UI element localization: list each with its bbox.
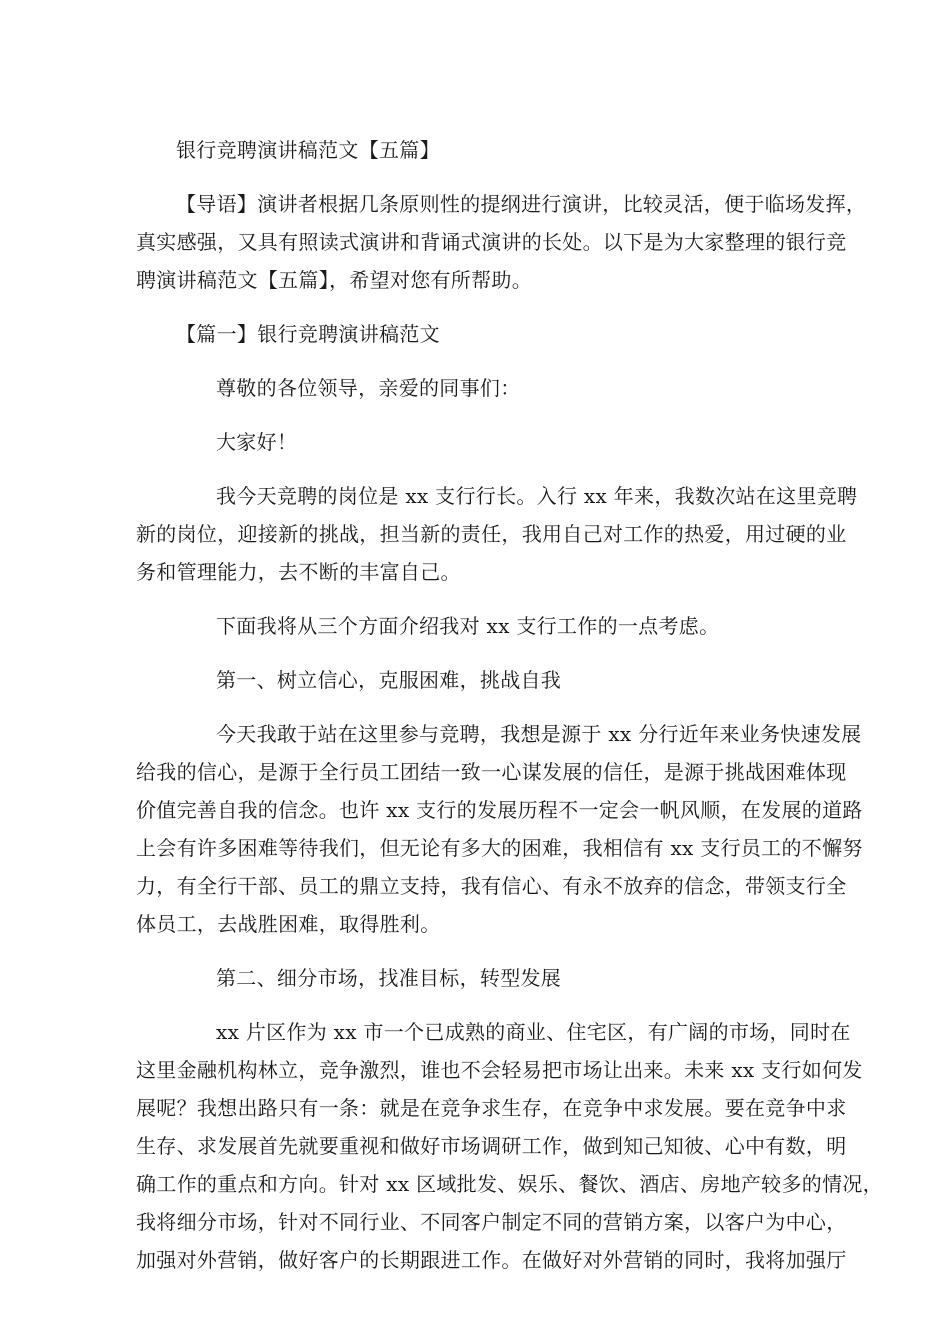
paragraph-line: 上会有许多困难等待我们，但无论有多大的困难，我相信有 xx 支行员工的不懈努	[136, 836, 863, 860]
paragraph-line: 给我的信心，是源于全行员工团结一致一心谋发展的信任，是源于挑战困难体现	[136, 760, 847, 784]
greeting: 大家好！	[216, 430, 298, 454]
section-heading: 【篇一】银行竞聘演讲稿范文	[176, 322, 440, 346]
intro-line: 聘演讲稿范文【五篇】，希望对您有所帮助。	[136, 268, 532, 292]
paragraph-line: 展呢？我想出路只有一条：就是在竞争求生存，在竞争中求发展。要在竞争中求	[136, 1096, 847, 1120]
point-2-heading: 第二、细分市场，找准目标，转型发展	[216, 966, 562, 990]
paragraph-line: 加强对外营销，做好客户的长期跟进工作。在做好对外营销的同时，我将加强厅	[136, 1248, 847, 1272]
paragraph-line: 我今天竞聘的岗位是 xx 支行行长。入行 xx 年来，我数次站在这里竞聘	[216, 484, 858, 508]
intro-line: 真实感强，又具有照读式演讲和背诵式演讲的长处。以下是为大家整理的银行竞	[136, 230, 847, 254]
paragraph-line: 务和管理能力，去不断的丰富自己。	[136, 560, 461, 584]
point-1-heading: 第一、树立信心，克服困难，挑战自我	[216, 668, 562, 692]
intro-line: 【导语】演讲者根据几条原则性的提纲进行演讲，比较灵活，便于临场发挥，	[176, 192, 867, 216]
paragraph-line: 今天我敢于站在这里参与竞聘，我想是源于 xx 分行近年来业务快速发展	[216, 722, 862, 746]
paragraph-line: 确工作的重点和方向。针对 xx 区域批发、娱乐、餐饮、酒店、房地产较多的情况，	[136, 1172, 883, 1196]
paragraph-2: 下面我将从三个方面介绍我对 xx 支行工作的一点考虑。	[216, 614, 720, 638]
paragraph-line: xx 片区作为 xx 市一个已成熟的商业、住宅区，有广阔的市场，同时在	[216, 1020, 851, 1044]
paragraph-line: 价值完善自我的信念。也许 xx 支行的发展历程不一定会一帆风顺，在发展的道路	[136, 798, 863, 822]
paragraph-line: 新的岗位，迎接新的挑战，担当新的责任，我用自己对工作的热爱，用过硬的业	[136, 522, 847, 546]
paragraph-line: 这里金融机构林立，竞争激烈，谁也不会轻易把市场让出来。未来 xx 支行如何发	[136, 1058, 863, 1082]
paragraph-line: 生存、求发展首先就要重视和做好市场调研工作，做到知己知彼、心中有数，明	[136, 1134, 847, 1158]
paragraph-line: 体员工，去战胜困难，取得胜利。	[136, 912, 441, 936]
salutation: 尊敬的各位领导，亲爱的同事们：	[216, 376, 521, 400]
document-title: 银行竞聘演讲稿范文【五篇】	[176, 138, 440, 162]
paragraph-line: 力，有全行干部、员工的鼎立支持，我有信心、有永不放弃的信念，带领支行全	[136, 874, 847, 898]
paragraph-line: 我将细分市场，针对不同行业、不同客户制定不同的营销方案，以客户为中心，	[136, 1210, 847, 1234]
